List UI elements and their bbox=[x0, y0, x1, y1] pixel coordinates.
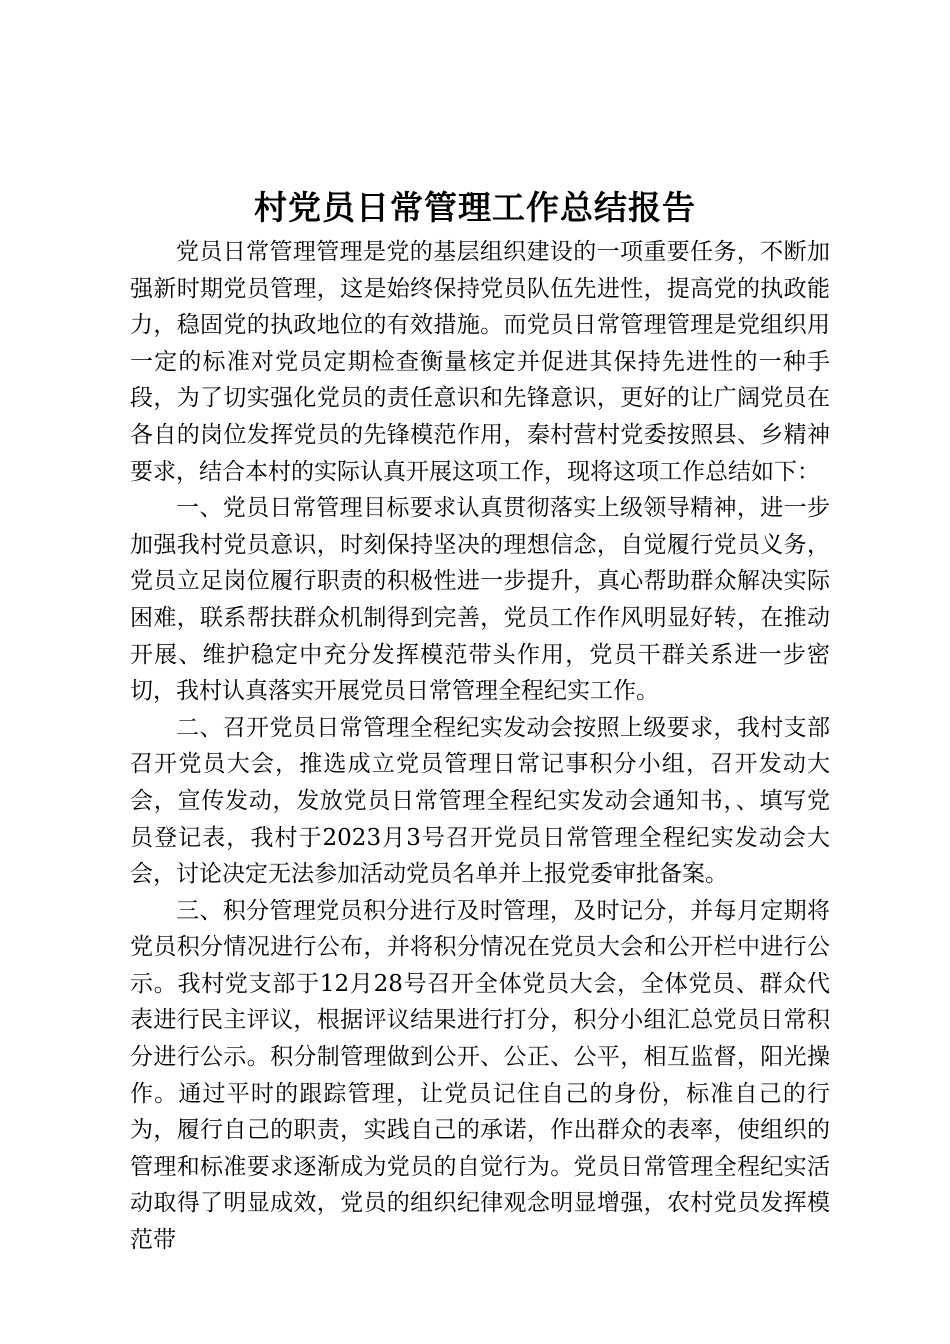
paragraph-section-3: 三、积分管理党员积分进行及时管理，及时记分，并每月定期将党员积分情况进行公布，并将积分情况在党员大会和公开栏中进行公示。我村党支部于12月28号召开全体党员大会，全体党员、群众代表进行民主评议，根据评议结果进行打分，积分小组汇总党员日常积分进行公示。积分制管理做到公开、公正、公平，相互监督，阳光操作。通过平时的跟踪管理，让党员记住自己的身份，标准自己的行为，履行自己的职责，实践自己的承诺，作出群众的表率，使组织的管理和标准要求逐渐成为党员的自觉行为。党员日常管理全程纪实活动取得了明显成效，党员的组织纪律观念明显增强，农村党员发挥模范带 bbox=[130, 897, 830, 1254]
paragraph-section-2: 二、召开党员日常管理全程纪实发动会按照上级要求，我村支部召开党员大会，推选成立党员管理日常记事积分小组，召开发动大会，宣传发动，发放党员日常管理全程纪实发动会通知书，、填写党员登记表，我村于2023月3号召开党员日常管理全程纪实发动会大会，讨论决定无法参加活动党员名单并上报党委审批备案。 bbox=[130, 714, 830, 888]
paragraph-intro: 党员日常管理管理是党的基层组织建设的一项重要任务，不断加强新时期党员管理，这是始终保持党员队伍先进性，提高党的执政能力，稳固党的执政地位的有效措施。而党员日常管理管理是党组织用一定的标准对党员定期检查衡量核定并促进其保持先进性的一种手段，为了切实强化党员的责任意识和先锋意识，更好的让广阔党员在各自的岗位发挥党员的先锋模范作用，秦村营村党委按照县、乡精神要求，结合本村的实际认真开展这项工作，现将这项工作总结如下： bbox=[130, 239, 830, 485]
paragraph-section-1: 一、党员日常管理目标要求认真贯彻落实上级领导精神，进一步加强我村党员意识，时刻保持坚决的理想信念，自觉履行党员义务，党员立足岗位履行职责的积极性进一步提升，真心帮助群众解决实际困难，联系帮扶群众机制得到完善，党员工作作风明显好转，在推动开展、维护稳定中充分发挥模范带头作用，党员干群关系进一步密切，我村认真落实开展党员日常管理全程纪实工作。 bbox=[130, 495, 830, 705]
document-title: 村党员日常管理工作总结报告 bbox=[254, 188, 696, 227]
document-body bbox=[130, 234, 830, 1259]
